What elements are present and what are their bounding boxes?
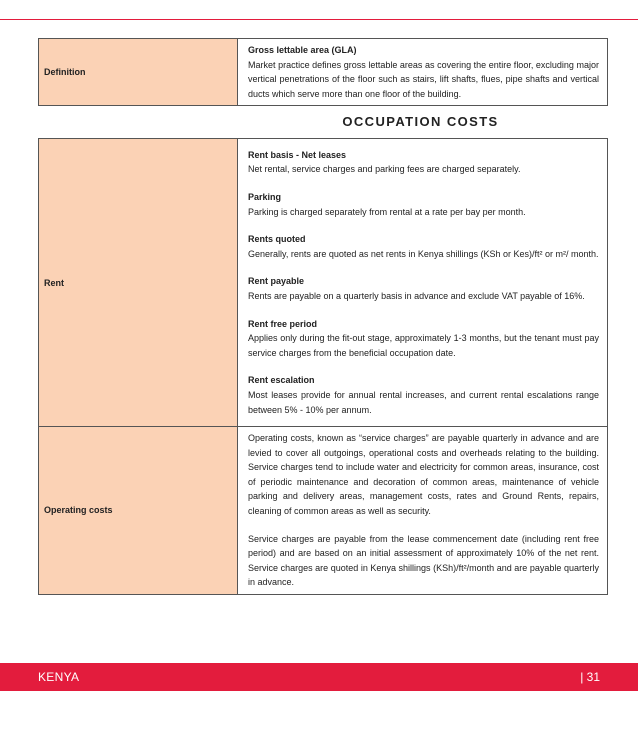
footer-country: KENYA — [38, 670, 80, 684]
rent-block — [248, 274, 599, 303]
header-rule — [0, 19, 638, 20]
rent-block-text: Generally, rents are quoted as net rents in Kenya shillings (KSh or Kes)/ft² or m²/ month. — [248, 248, 599, 259]
footer-bar — [0, 663, 638, 691]
definition-label: Definition — [39, 39, 238, 106]
operating-costs-paragraph: Service charges are payable from the lease commencement date (including rent free period) and are based on an initial assessment of approximately 10% of the net rent. Service charges are quoted in Kenya shillings (KSh)/ft²/month and are payable quarterly in advance. — [248, 533, 599, 588]
occupation-costs-table — [38, 138, 608, 595]
page-number: | 31 — [580, 670, 600, 684]
operating-costs-label: Operating costs — [39, 427, 238, 595]
operating-costs-content — [238, 427, 608, 595]
rent-block-text: Net rental, service charges and parking fees are charged separately. — [248, 164, 521, 175]
operating-costs-row — [39, 427, 608, 595]
definition-row — [39, 39, 608, 106]
rent-block-title: Rent payable — [248, 276, 305, 287]
rent-row — [39, 139, 608, 427]
definition-text: Market practice defines gross lettable areas as covering the entire floor, excluding major vertical penetrations of the floor such as stairs, lift shafts, flues, pipe shafts and vertical ducts which serve more than one floor of the building. — [248, 59, 599, 99]
rent-block — [248, 148, 599, 177]
section-title: OCCUPATION COSTS — [342, 114, 499, 129]
rent-block-title: Rent basis - Net leases — [248, 149, 347, 160]
rent-block-title: Rents quoted — [248, 234, 306, 245]
rent-block-title: Rent free period — [248, 318, 318, 329]
rent-block-text: Most leases provide for annual rental increases, and current rental escalations range between 5% - 10% per annum. — [248, 389, 599, 415]
rent-block-text: Parking is charged separately from rental at a rate per bay per month. — [248, 206, 526, 217]
rent-block — [248, 317, 599, 361]
rent-block-title: Rent escalation — [248, 375, 315, 386]
rent-block-text: Rents are payable on a quarterly basis in advance and exclude VAT payable of 16%. — [248, 291, 585, 301]
rent-block — [248, 373, 599, 417]
rent-block-text: Applies only during the fit-out stage, approximately 1-3 months, but the tenant must pay service charges from the beneficial occupation date. — [248, 333, 599, 358]
rent-content — [238, 139, 608, 427]
rent-block — [248, 190, 599, 219]
operating-costs-paragraph: Operating costs, known as “service charges” are payable quarterly in advance and are levied to cover all outgoings, operational costs and overheads relating to the building. Service charges tend to include water and electricity for common areas, insurance, cost of periodic maintenance and decoration of common areas, maintenance of vehicle parking and delivery areas, management costs, rates and Ground Rents, repairs, cleaning of common areas as well as security. — [248, 433, 599, 516]
definition-table — [38, 38, 608, 106]
rent-block — [248, 232, 599, 261]
rent-block-title: Parking — [248, 192, 282, 203]
definition-content — [238, 39, 608, 106]
rent-label: Rent — [39, 139, 238, 427]
definition-title: Gross lettable area (GLA) — [248, 45, 357, 55]
